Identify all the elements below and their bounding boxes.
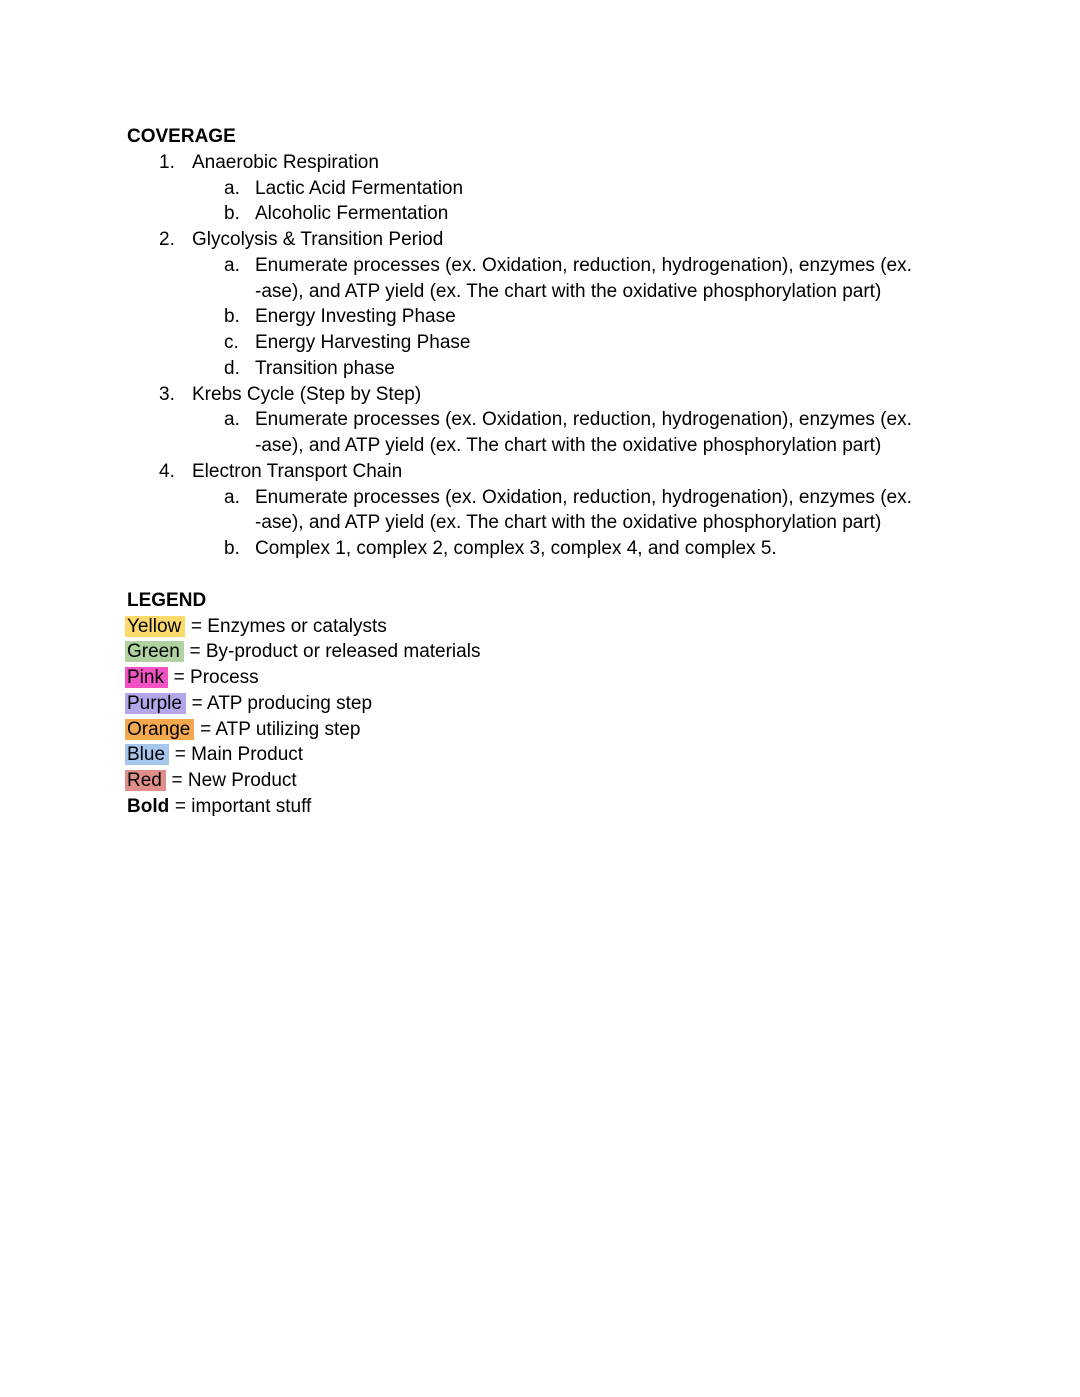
list-item xyxy=(127,304,953,330)
list-marker: a. xyxy=(224,409,240,431)
list-marker: a. xyxy=(224,177,240,199)
list-item-text: Energy Harvesting Phase xyxy=(255,332,471,353)
legend-term-highlight: Red xyxy=(125,770,166,791)
list-item-text: -ase), and ATP yield (ex. The chart with the oxidative phosphorylation part) xyxy=(255,435,882,456)
list-item xyxy=(127,356,953,382)
legend-term-highlight: Green xyxy=(125,641,184,662)
list-item-text: Energy Investing Phase xyxy=(255,306,456,328)
list-item xyxy=(127,485,953,537)
legend-entry xyxy=(127,614,953,640)
list-item xyxy=(127,382,953,408)
legend-entry xyxy=(127,639,953,665)
legend-definition: = By-product or released materials xyxy=(189,641,481,663)
legend-definition: = ATP producing step xyxy=(191,692,373,714)
list-item xyxy=(127,253,953,305)
list-item-text: Glycolysis & Transition Period xyxy=(192,229,444,250)
legend-term-highlight: Pink xyxy=(125,667,168,688)
list-marker: d. xyxy=(224,357,240,379)
list-item-text: Transition phase xyxy=(255,357,395,379)
legend-definition: = ATP utilizing step xyxy=(200,718,361,740)
legend-definition: = Enzymes or catalysts xyxy=(190,615,387,637)
list-item-text: Enumerate processes (ex. Oxidation, reduction, hydrogenation), enzymes (ex. xyxy=(255,409,912,431)
list-marker: b. xyxy=(224,538,240,559)
list-item xyxy=(127,407,953,459)
blank-line xyxy=(127,562,953,588)
list-item-text: -ase), and ATP yield (ex. The chart with the oxidative phosphorylation part) xyxy=(255,280,882,302)
legend-term-highlight: Blue xyxy=(125,744,169,765)
legend-entry xyxy=(127,691,953,717)
legend-definition: = New Product xyxy=(171,770,297,791)
list-item-text: Electron Transport Chain xyxy=(192,460,403,482)
list-item-text: -ase), and ATP yield (ex. The chart with the oxidative phosphorylation part) xyxy=(255,512,882,534)
legend-term-highlight: Purple xyxy=(125,693,186,714)
list-item-text: Krebs Cycle (Step by Step) xyxy=(192,383,422,405)
legend-definition: = important stuff xyxy=(174,795,312,817)
list-marker: 3. xyxy=(159,383,175,405)
list-item xyxy=(127,330,953,356)
list-item-text: Alcoholic Fermentation xyxy=(255,203,449,225)
legend-term-highlight: Yellow xyxy=(125,616,185,637)
legend-definition: = Process xyxy=(173,667,259,688)
legend-entry-bold xyxy=(127,794,953,820)
list-item xyxy=(127,227,953,253)
legend-heading: LEGEND xyxy=(127,589,207,611)
legend-entry xyxy=(127,742,953,768)
list-item-text: Complex 1, complex 2, complex 3, complex 4, and complex 5. xyxy=(255,538,777,559)
legend-entry xyxy=(127,768,953,794)
legend-bold-term: Bold xyxy=(127,795,170,817)
list-item-text: Lactic Acid Fermentation xyxy=(255,177,464,199)
legend-definition: = Main Product xyxy=(174,744,304,766)
list-item-text: Enumerate processes (ex. Oxidation, reduction, hydrogenation), enzymes (ex. xyxy=(255,254,912,276)
legend-entry xyxy=(127,717,953,743)
document-content xyxy=(127,124,953,820)
list-item xyxy=(127,176,953,202)
list-item xyxy=(127,201,953,227)
list-item xyxy=(127,150,953,176)
list-marker: 2. xyxy=(159,229,175,250)
list-item xyxy=(127,536,953,562)
list-marker: b. xyxy=(224,203,240,225)
list-marker: 1. xyxy=(159,151,175,173)
list-marker: c. xyxy=(224,332,239,353)
list-marker: a. xyxy=(224,486,240,508)
coverage-heading: COVERAGE xyxy=(127,126,236,147)
list-marker: b. xyxy=(224,306,240,328)
list-marker: 4. xyxy=(159,460,175,482)
list-item-text: Anaerobic Respiration xyxy=(192,151,379,173)
list-marker: a. xyxy=(224,254,240,276)
legend-entry xyxy=(127,665,953,691)
legend-term-highlight: Orange xyxy=(125,719,194,740)
list-item-text: Enumerate processes (ex. Oxidation, reduction, hydrogenation), enzymes (ex. xyxy=(255,486,912,508)
list-item xyxy=(127,459,953,485)
